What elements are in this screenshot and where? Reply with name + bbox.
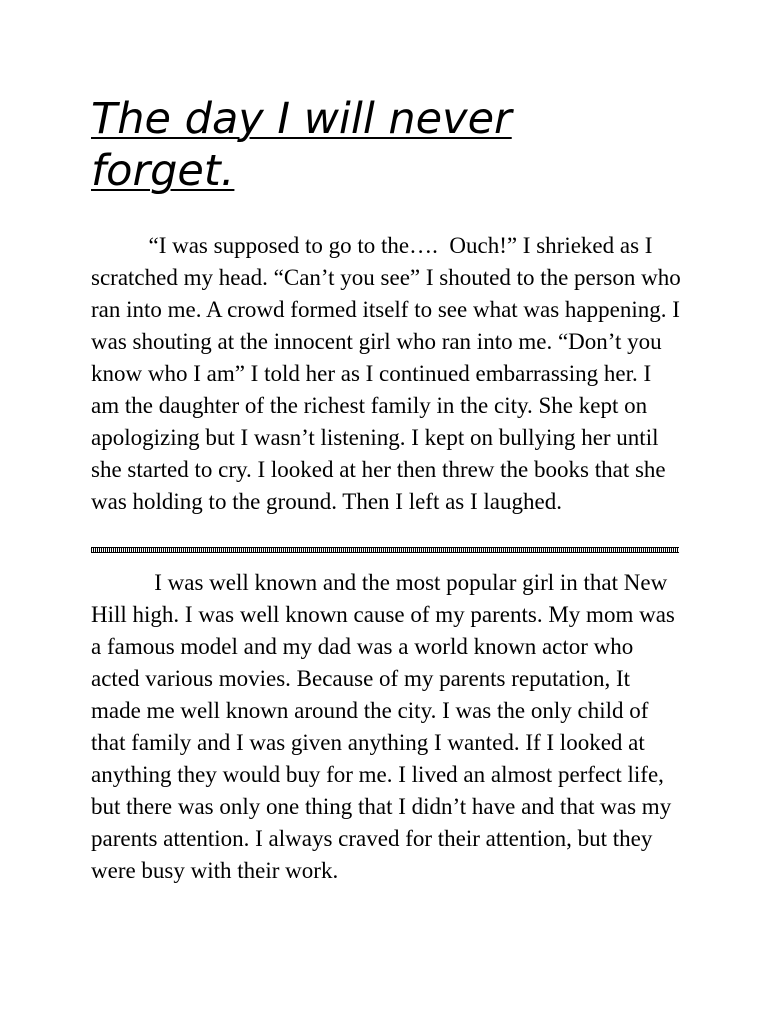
paragraph-divider: [91, 547, 679, 553]
paragraph-2: I was well known and the most popular girl in that New Hill high. I was well known cause of my parents. My mom was a famous model and my dad was a world known actor who acted various movies. Because of my parents reputation, It made me well known around the city. I was the only child of that family and I was given anything I wanted. If I looked at anything they would buy for me. I lived an almost perfect life, but there was only one thing that I didn’t have and that was my parents attention. I always craved for their attention, but they were busy with their work.: [91, 570, 681, 883]
document-title: The day I will never forget.: [91, 94, 512, 196]
paragraph-1: “I was supposed to go to the…. Ouch!” I shrieked as I scratched my head. “Can’t you see” I shouted to the person who ran into me. A crowd formed itself to see what was happening. I was shouting at the innocent girl who ran into me. “Don’t you know who I am” I told her as I continued embarrassing her. I am the daughter of the richest family in the city. She kept on apologizing but I wasn’t listening. I kept on bullying her until she started to cry. I looked at her then threw the books that she was holding to the ground. Then I left as I laughed.: [91, 233, 687, 514]
